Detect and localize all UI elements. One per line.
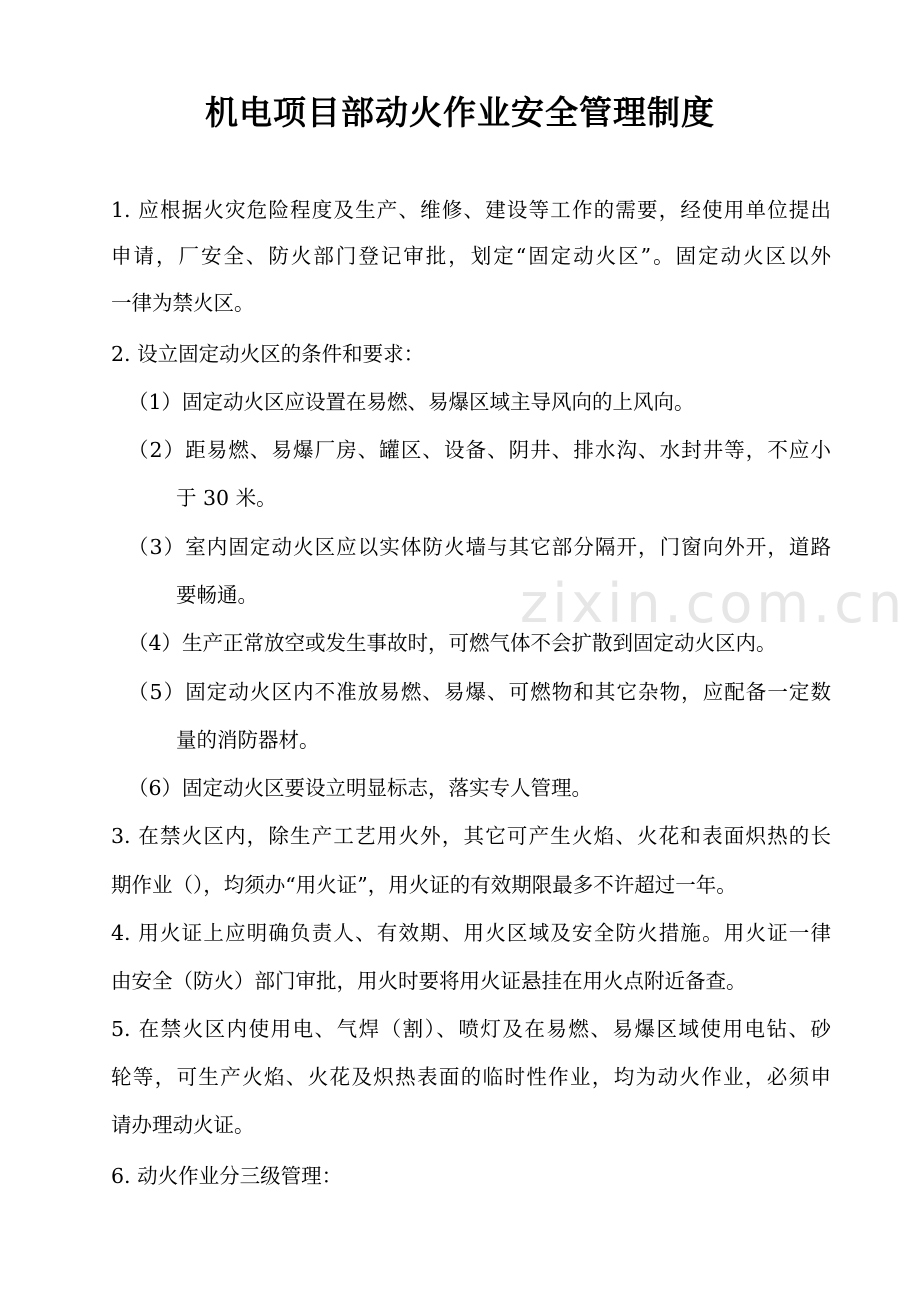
paragraph-line: 一律为禁火区。	[111, 291, 255, 315]
paragraph-line: 3. 在禁火区内，除生产工艺用火外，其它可产生火焰、火花和表面炽热的长	[111, 824, 831, 848]
paragraph-line: 6. 动火作业分三级管理：	[111, 1164, 343, 1188]
list-item: （2）距易燃、易爆厂房、罐区、设备、阴井、排水沟、水封井等，不应小	[128, 438, 831, 462]
list-item-continuation: 量的消防器材。	[176, 728, 320, 752]
list-item: （3）室内固定动火区应以实体防火墙与其它部分隔开，门窗向外开，道路	[128, 535, 831, 559]
paragraph-line: 期作业（），均须办“用火证”，用火证的有效期限最多不许超过一年。	[111, 873, 737, 897]
list-item: （1）固定动火区应设置在易燃、易爆区域主导风向的上风向。	[128, 390, 695, 414]
paragraph-line: 由安全（防火）部门审批，用火时要将用火证悬挂在用火点附近备查。	[111, 969, 747, 993]
page-title: 机电项目部动火作业安全管理制度	[205, 93, 715, 132]
paragraph-line: 申请，厂安全、防火部门登记审批，划定“固定动火区”。固定动火区以外	[111, 244, 831, 268]
paragraph-line: 2. 设立固定动火区的条件和要求：	[111, 342, 425, 366]
paragraph-line: 轮等，可生产火焰、火花及炽热表面的临时性作业，均为动火作业，必须申	[111, 1065, 831, 1089]
list-item-continuation: 要畅通。	[176, 583, 258, 607]
paragraph-line: 请办理动火证。	[111, 1113, 255, 1137]
list-item: （4）生产正常放空或发生事故时，可燃气体不会扩散到固定动火区内。	[128, 631, 777, 655]
paragraph-line: 4. 用火证上应明确负责人、有效期、用火区域及安全防火措施。用火证一律	[111, 921, 831, 945]
list-item-continuation: 于 30 米。	[176, 486, 277, 510]
list-item: （5）固定动火区内不准放易燃、易爆、可燃物和其它杂物，应配备一定数	[128, 680, 831, 704]
paragraph-line: 1. 应根据火灾危险程度及生产、维修、建设等工作的需要，经使用单位提出	[111, 198, 831, 222]
paragraph-line: 5. 在禁火区内使用电、气焊（割）、喷灯及在易燃、易爆区域使用电钻、砂	[111, 1017, 831, 1041]
watermark: zixin.com.cn	[520, 572, 907, 635]
list-item: （6）固定动火区要设立明显标志，落实专人管理。	[128, 776, 593, 800]
